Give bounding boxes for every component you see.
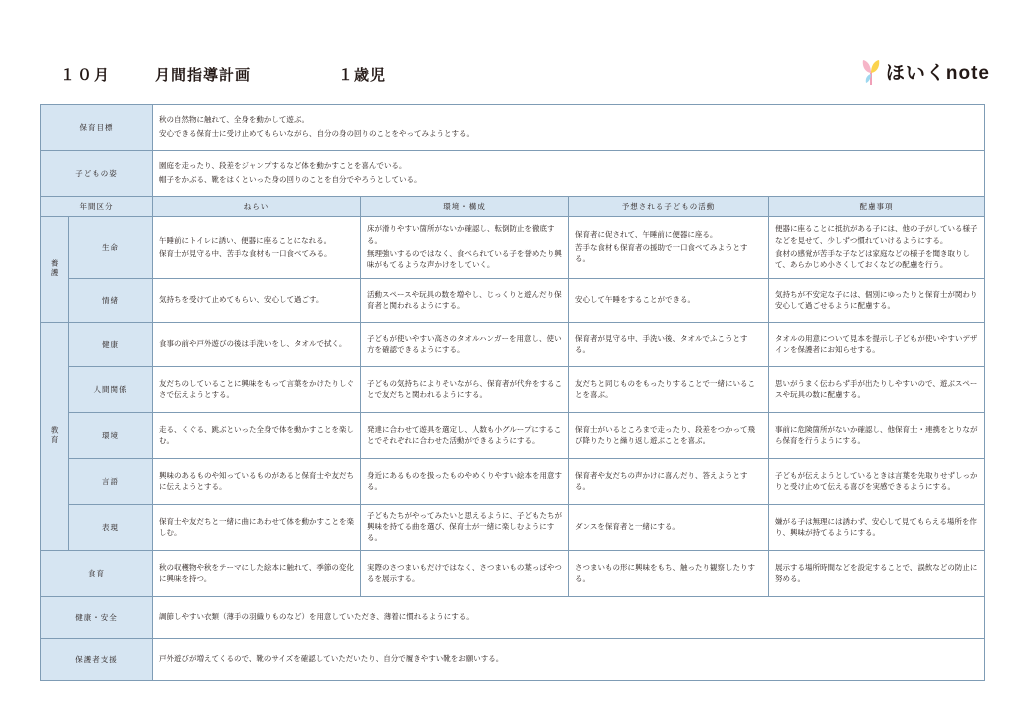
- cell-kenko-yoso: [569, 323, 769, 367]
- cell-gengo-hairyo: [769, 459, 985, 505]
- table-row-seimei: [41, 217, 985, 279]
- text-line: 便器に座ることに抵抗がある子には、他の子がしている様子などを見せて、少しずつ慣れていけるようにする。: [775, 224, 978, 245]
- table-row-ningen-kankei: [41, 367, 985, 413]
- text-line: 苦手な食材も保育者の援助で一口食べてみようとする。: [575, 243, 748, 264]
- cell-hyougen-yoso: [569, 505, 769, 551]
- cell-seimei-kankyo: [361, 217, 569, 279]
- text-line: 嫌がる子は無理には誘わず、安心して見てもらえる場所を作り、興味が持てるようにする。: [775, 516, 977, 537]
- text-line: 安心できる保育士に受け止めてもらいながら、自分の身の回りのことをやってみようとする。: [159, 128, 474, 138]
- text-line: 活動スペースや玩具の数を増やし、じっくりと遊んだり保育者と関われるようにする。: [367, 289, 562, 310]
- cell-kankyo-hairyo: [769, 413, 985, 459]
- text-line: 秋の自然物に触れて、全身を動かして遊ぶ。: [159, 115, 309, 125]
- cell-kodomo-sugata: [153, 151, 985, 197]
- cell-ningen-hairyo: [769, 367, 985, 413]
- group-label-yougo: [41, 217, 69, 323]
- cell-ningen-kankyo: [361, 367, 569, 413]
- cell-kankyo-yoso: [569, 413, 769, 459]
- column-header-nenkan-kubun: 年間区分: [41, 197, 153, 217]
- cell-seimei-yoso: [569, 217, 769, 279]
- group-label-yougo-text: 養護: [50, 258, 60, 278]
- text-line: 友だちと同じものをもったりすることで一緒にいることを喜ぶ。: [575, 378, 755, 399]
- text-line: 子どもが使いやすい高さのタオルハンガーを用意し、使い方を確認できるようにする。: [367, 333, 562, 354]
- cell-hyougen-nerai: [153, 505, 361, 551]
- text-line: 保育者や友だちの声かけに喜んだり、答えようとする。: [575, 470, 748, 491]
- table-header-row: [41, 197, 985, 217]
- cell-kenko-anzen: [153, 597, 985, 639]
- text-line: 安心して午睡をすることができる。: [575, 295, 695, 305]
- text-line: 保育者が見守る中、手洗い後、タオルでふこうとする。: [575, 333, 748, 354]
- cell-jocho-yoso: [569, 279, 769, 323]
- page-title: 月間指導計画: [155, 67, 252, 84]
- text-line: 子どもの気持ちによりそいながら、保育者が代弁をすることで友だちと関われるようにする。: [367, 378, 562, 399]
- text-line: 興味のあるものや知っているものがあると保育士や友だちに伝えようとする。: [159, 470, 354, 491]
- cell-kenko-hairyo: [769, 323, 985, 367]
- group-label-kyouiku: [41, 323, 69, 551]
- text-line: 保育者に促されて、午睡前に便器に座る。: [575, 229, 718, 239]
- text-line: 友だちのしていることに興味をもって言葉をかけたりしぐさで伝えようとする。: [159, 378, 354, 399]
- cell-seimei-nerai: [153, 217, 361, 279]
- document-header: [60, 58, 990, 98]
- text-line: 展示する場所時間などを設定することで、誤飲などの防止に努める。: [775, 562, 978, 583]
- cell-jocho-kankyo: [361, 279, 569, 323]
- row-label-gengo: 言語: [69, 459, 153, 505]
- text-line: 床が滑りやすい箇所がないか確認し、転倒防止を徹底する。: [367, 224, 555, 245]
- cell-shokuiku-yoso: [569, 551, 769, 597]
- table-row-shokuiku: [41, 551, 985, 597]
- table-row-kankyo: [41, 413, 985, 459]
- table-row-kenko: [41, 323, 985, 367]
- text-line: 思いがうまく伝わらず手が出たりしやすいので、遊ぶスペースや玩具の数に配慮する。: [775, 378, 978, 399]
- text-line: 食事の前や戸外遊びの後は手洗いをし、タオルで拭く。: [159, 339, 347, 349]
- header-month: １０月: [60, 67, 112, 84]
- text-line: 戸外遊びが増えてくるので、靴のサイズを確認していただいたり、自分で履きやすい靴をお願いする。: [159, 654, 504, 664]
- column-header-yoso-katsudo: 予想される子どもの活動: [569, 197, 769, 217]
- text-line: ダンスを保育者と一緒にする。: [575, 522, 680, 532]
- cell-hyougen-kankyo: [361, 505, 569, 551]
- row-label-kenko-anzen: 健康・安全: [41, 597, 153, 639]
- row-label-kankyo: 環境: [69, 413, 153, 459]
- text-line: 子どもが伝えようとしているときは言葉を先取りせずしっかりと受け止めて伝える喜びを実感できるようにする。: [775, 470, 978, 491]
- row-label-hyougen: 表現: [69, 505, 153, 551]
- text-line: 事前に危険箇所がないか確認し、他保育士・連携をとりながら保育を行うようにする。: [775, 424, 978, 445]
- text-line: 帽子をかぶる、靴をはくといった身の回りのことを自分でやろうとしている。: [159, 174, 422, 184]
- text-line: 無理強いするのではなく、食べられている子を誉めたり興味がもてるような声かけをしていく。: [367, 248, 562, 269]
- text-line: 調節しやすい衣類（薄手の羽織りものなど）を用意していただき、薄着に慣れるようにする。: [159, 612, 474, 622]
- text-line: 保育士や友だちと一緒に曲にあわせて体を動かすことを楽しむ。: [159, 516, 354, 537]
- cell-kankyo-nerai: [153, 413, 361, 459]
- cell-ningen-yoso: [569, 367, 769, 413]
- text-line: 園庭を走ったり、段差をジャンプするなど体を動かすことを喜んでいる。: [159, 161, 407, 171]
- text-line: 子どもたちがやってみたいと思えるように、子どもたちが興味を持てる曲を選び、保育士が一緒に楽しむようにする。: [367, 510, 562, 543]
- text-line: 実際のさつまいもだけではなく、さつまいもの葉っぱやつるを展示する。: [367, 562, 562, 583]
- cell-hogosha-shien: [153, 639, 985, 681]
- column-header-nerai: ねらい: [153, 197, 361, 217]
- cell-jocho-hairyo: [769, 279, 985, 323]
- text-line: 保育士がいるところまで走ったり、段差をつかって飛び降りたりと繰り返し遊ぶことを喜ぶ。: [575, 424, 755, 445]
- table-row-hogosha-shien: [41, 639, 985, 681]
- table-row-gengo: [41, 459, 985, 505]
- cell-shokuiku-nerai: [153, 551, 361, 597]
- leaf-icon: [860, 59, 882, 85]
- row-label-shokuiku: 食育: [41, 551, 153, 597]
- cell-kenko-nerai: [153, 323, 361, 367]
- cell-gengo-nerai: [153, 459, 361, 505]
- table-row-kenko-anzen: [41, 597, 985, 639]
- column-header-kankyo-kosei: 環境・構成: [361, 197, 569, 217]
- cell-kenko-kankyo: [361, 323, 569, 367]
- table-row-hoiku-mokuhyo: [41, 105, 985, 151]
- brand-logo: [860, 58, 990, 85]
- row-label-hoiku-mokuhyo: 保育目標: [41, 105, 153, 151]
- text-line: 保育士が見守る中、苦手な食材も一口食べてみる。: [159, 248, 332, 258]
- cell-kankyo-kankyo: [361, 413, 569, 459]
- table-row-jocho: [41, 279, 985, 323]
- row-label-kenko: 健康: [69, 323, 153, 367]
- row-label-ningen-kankei: 人間関係: [69, 367, 153, 413]
- table-row-kodomo-sugata: [41, 151, 985, 197]
- text-line: 発達に合わせて遊具を選定し、人数も小グループにすることでそれぞれに合わせた活動ができるようにする。: [367, 424, 562, 445]
- text-line: タオルの用意について見本を提示し子どもが使いやすいデザインを保護者にお知らせする。: [775, 333, 978, 354]
- text-line: 食材の感覚が苦手な子などは家庭などの様子を聞き取りして、あらかじめ小さくしておくなどの配慮を行う。: [775, 248, 970, 269]
- group-label-kyouiku-text: 教育: [50, 425, 60, 445]
- text-line: さつまいもの形に興味をもち、触ったり観察したりする。: [575, 562, 755, 583]
- cell-hyougen-hairyo: [769, 505, 985, 551]
- cell-hoiku-mokuhyo: [153, 105, 985, 151]
- row-label-jocho: 情緒: [69, 279, 153, 323]
- cell-gengo-yoso: [569, 459, 769, 505]
- brand-name: ほいくnote: [885, 63, 990, 84]
- cell-ningen-nerai: [153, 367, 361, 413]
- cell-shokuiku-hairyo: [769, 551, 985, 597]
- row-label-hogosha-shien: 保護者支援: [41, 639, 153, 681]
- cell-jocho-nerai: [153, 279, 361, 323]
- row-label-seimei: 生命: [69, 217, 153, 279]
- text-line: 気持ちを受けて止めてもらい、安心して過ごす。: [159, 295, 324, 305]
- table-row-hyougen: [41, 505, 985, 551]
- text-line: 走る、くぐる、跳ぶといった全身で体を動かすことを楽しむ。: [159, 424, 354, 445]
- cell-gengo-kankyo: [361, 459, 569, 505]
- text-line: 気持ちが不安定な子には、個別にゆったりと保育士が関わり安心して過ごせるように配慮する。: [775, 289, 978, 310]
- column-header-hairyo-jiko: 配慮事項: [769, 197, 985, 217]
- row-label-kodomo-sugata: 子どもの姿: [41, 151, 153, 197]
- text-line: 秋の収穫物や秋をテーマにした絵本に触れて、季節の変化に興味を持つ。: [159, 562, 354, 583]
- monthly-plan-table: [40, 104, 985, 681]
- cell-shokuiku-kankyo: [361, 551, 569, 597]
- text-line: 午睡前にトイレに誘い、便器に座ることになれる。: [159, 235, 332, 245]
- cell-seimei-hairyo: [769, 217, 985, 279]
- header-age-group: １歳児: [338, 67, 387, 84]
- text-line: 身近にあるものを扱ったものやめくりやすい絵本を用意する。: [367, 470, 562, 491]
